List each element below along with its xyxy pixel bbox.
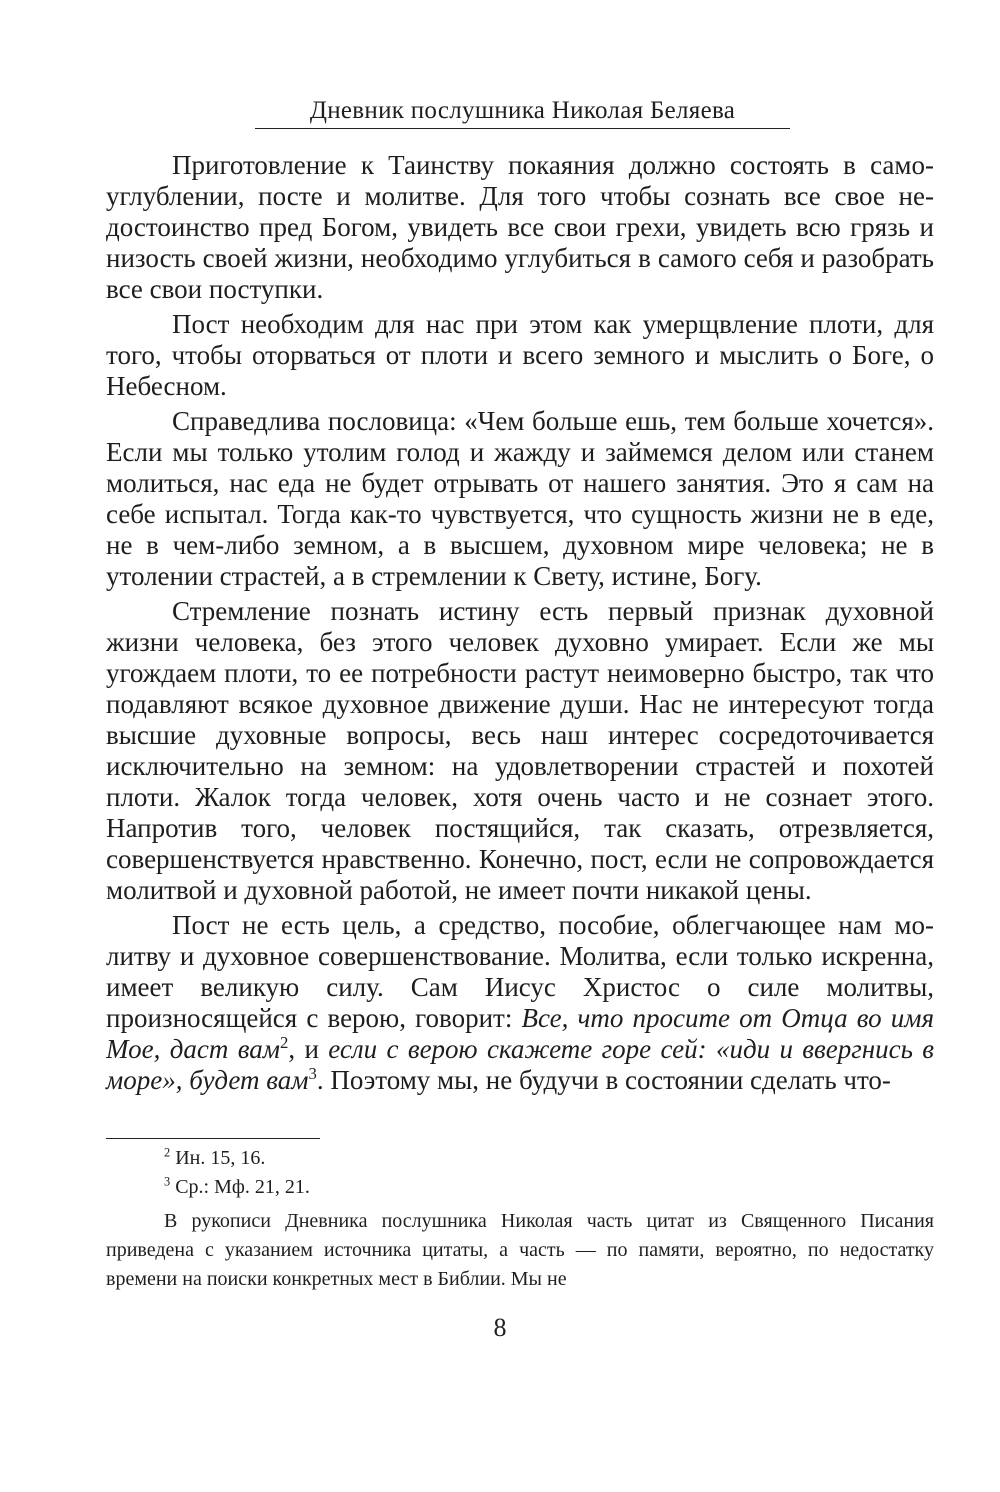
main-text	[106, 150, 934, 1100]
paragraph-text: Пост не есть цель, а средство, пособие, облегчающее нам молитву и духовное совершенствование. Молитва, если только искренна, имеет великую силу. Сам Иисус Христос о силе молитвы, произносящейся с верою, говорит:	[106, 910, 934, 1033]
paragraph: Приготовление к Таинству покаяния должно состоять в самоуглублении, посте и молитве. Для того чтобы сознать все свое недостоинство пред Богом, увидеть все свои грехи, увидеть всю грязь и низость своей жизни, необходимо углубиться в самого себя и разобрать все свои поступки.	[106, 150, 934, 304]
footnote-mark: 3	[164, 1174, 171, 1189]
paragraph: Пост необходим для нас при этом как умерщвление плоти, для того, чтобы оторваться от плоти и всего земного и мыслить о Боге, о Небесном.	[106, 309, 934, 401]
paragraph: Стремление познать истину есть первый признак духовной жизни человека, без этого человек духовно умирает. Если же мы угождаем плоти, то ее потребности растут неимоверно быстро, так что подавляют всякое духовное движение души. Нас не интересуют тогда высшие духовные вопросы, весь наш интерес сосредоточивается исключительно на земном: на удовлетворении страстей и похотей плоти. Жалок тогда человек, хотя очень часто и не сознает этого. Напротив того, человек постящийся, так сказать, отрезвляется, совершенствуется нравственно. Конечно, пост, если не сопровождается молитвой и духовной работой, не имеет почти никакой цены.	[106, 596, 934, 905]
footnote-text: Ин. 15, 16.	[175, 1147, 266, 1169]
running-head: Дневник послушника Николая Беляева	[309, 97, 736, 124]
footnote-continuation: В рукописи Дневника послушника Николая часть цитат из Священного Писания приведена с указанием источника цитаты, а часть — по памяти, вероятно, по недостатку времени на поиски конкретных мест в Библии. Мы не	[106, 1210, 934, 1290]
paragraph: Справедлива пословица: «Чем больше ешь, тем больше хочется». Если мы только утолим голод и жажду и займемся делом или станем молиться, нас еда не будет отрывать от нашего занятия. Это я сам на себе испытал. Тогда как-то чувствуется, что сущность жизни не в еде, не в чем-либо земном, а в высшем, духовном мире человека; не в утолении страстей, а в стремлении к Свету, истине, Богу.	[106, 406, 934, 591]
footnote-rule	[106, 1138, 320, 1139]
footnote-mark: 2	[164, 1145, 171, 1160]
scripture-quote: Все, что просите от Отца во имя Мое, даст вам	[106, 1003, 934, 1064]
footnote	[106, 1173, 934, 1202]
page-number: 8	[493, 1313, 507, 1342]
footnote-ref: 2	[279, 1033, 289, 1052]
footnotes	[106, 1144, 934, 1294]
paragraph-text: , и	[288, 1034, 329, 1064]
scripture-quote: если с верою скажете горе сей: «иди и ввергнись в море», будет вам	[106, 1034, 935, 1095]
footnote	[106, 1144, 934, 1173]
paragraph-with-quotes	[106, 910, 934, 1096]
paragraph-text: . Поэтому мы, не будучи в состоянии сделать что-	[316, 1065, 891, 1095]
footnote-text: Ср.: Мф. 21, 21.	[175, 1176, 310, 1198]
header-rule	[255, 128, 790, 129]
footnote-ref: 3	[308, 1064, 317, 1083]
